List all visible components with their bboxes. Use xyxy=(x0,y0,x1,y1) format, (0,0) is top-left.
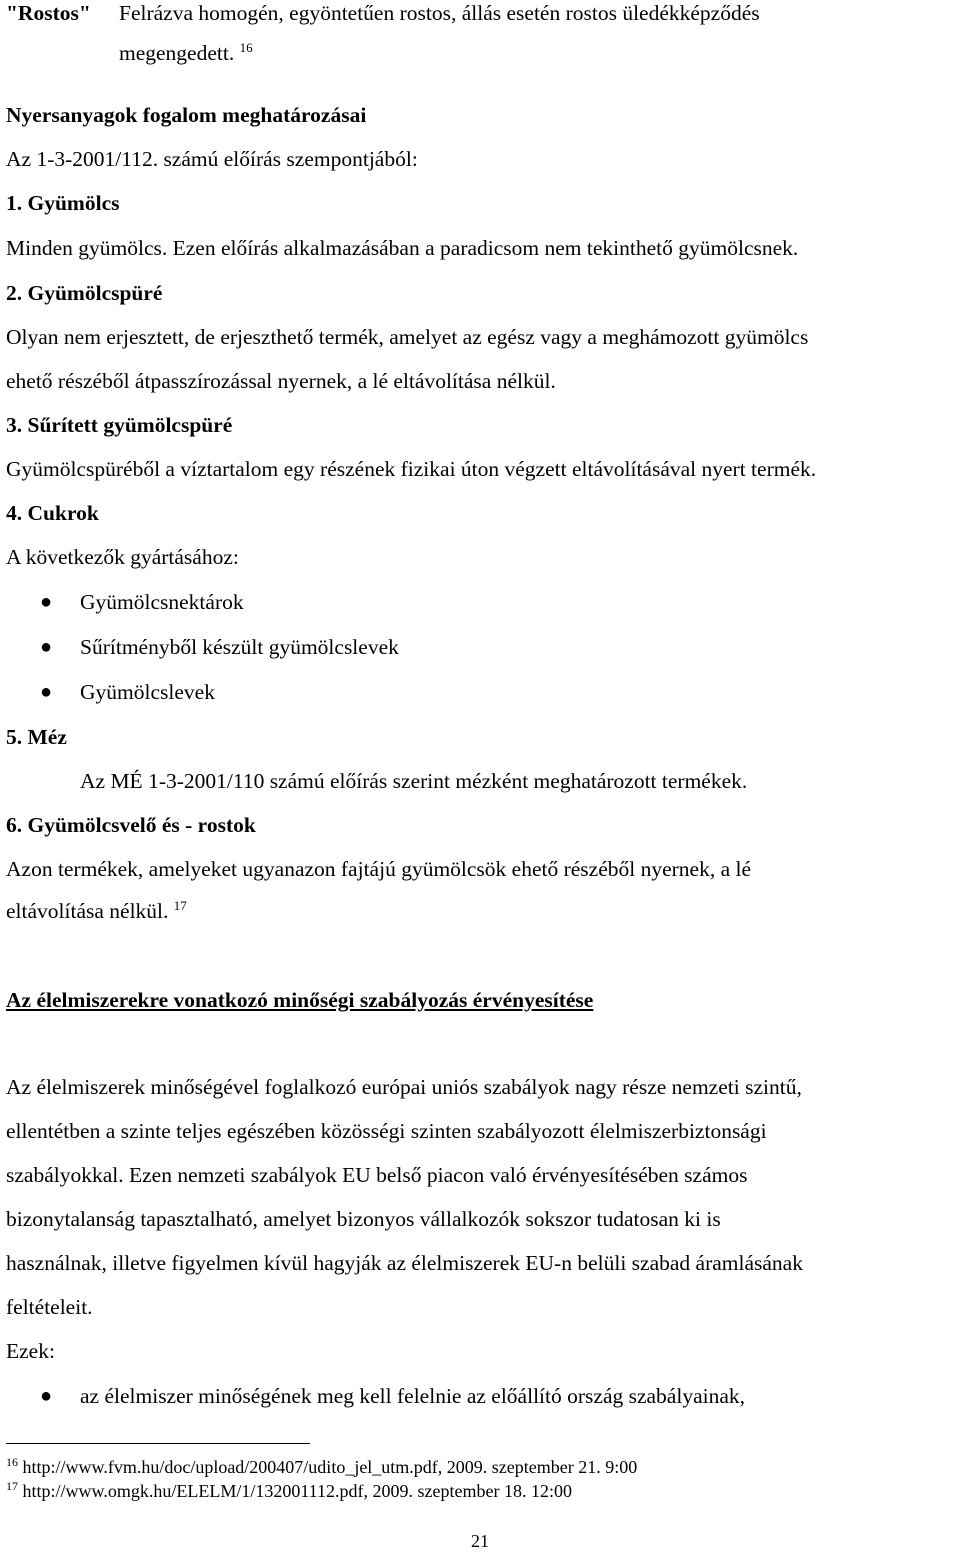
paragraph-line-1: Az élelmiszerek minőségével foglalkozó európai uniós szabályok nagy része nemzeti szintű, xyxy=(6,1075,802,1099)
item-5-heading: 5. Méz xyxy=(6,725,67,749)
paragraph-line-3: szabályokkal. Ezen nemzeti szabályok EU belső piacon való érvényesítésében számos xyxy=(6,1163,748,1187)
list-item: az élelmiszer minőségének meg kell felelnie az előállító ország szabályainak, xyxy=(80,1384,746,1408)
item-6-text-line-2 xyxy=(6,898,187,924)
definition-term: "Rostos" xyxy=(6,1,91,25)
bullet-icon: ● xyxy=(40,636,53,658)
item-5-text: Az MÉ 1-3-2001/110 számú előírás szerint mézként meghatározott termékek. xyxy=(80,769,748,793)
footnote-number: 16 xyxy=(6,1455,18,1469)
quality-heading: Az élelmiszerekre vonatkozó minőségi szabályozás érvényesítése xyxy=(6,988,594,1012)
bullet-icon: ● xyxy=(40,681,53,703)
footnote-17 xyxy=(6,1480,572,1502)
item-1-text: Minden gyümölcs. Ezen előírás alkalmazásában a paradicsom nem tekinthető gyümölcsnek. xyxy=(6,236,799,260)
definition-text: megengedett. xyxy=(119,41,235,65)
item-6-text: eltávolítása nélkül. xyxy=(6,899,169,923)
section-title: Nyersanyagok fogalom meghatározásai xyxy=(6,103,367,127)
item-4-heading: 4. Cukrok xyxy=(6,501,99,525)
item-1-heading: 1. Gyümölcs xyxy=(6,191,120,215)
paragraph-line-6: feltételeit. xyxy=(6,1295,93,1319)
item-2-text-line-1: Olyan nem erjesztett, de erjeszthető termék, amelyet az egész vagy a meghámozott gyümölcs xyxy=(6,325,809,349)
bullet-icon: ● xyxy=(40,1385,53,1407)
footnote-ref-17: 17 xyxy=(173,897,187,913)
item-2-heading: 2. Gyümölcspüré xyxy=(6,281,163,305)
definition-text-line-1: Felrázva homogén, egyöntetűen rostos, állás esetén rostos üledékképződés xyxy=(119,1,760,25)
item-3-heading: 3. Sűrített gyümölcspüré xyxy=(6,413,233,437)
bullet-icon: ● xyxy=(40,591,53,613)
list-item: Gyümölcsnektárok xyxy=(80,590,244,614)
section-intro: Az 1-3-2001/112. számú előírás szempontjából: xyxy=(6,147,418,171)
footnote-separator xyxy=(6,1443,310,1444)
paragraph-line-2: ellentétben a szinte teljes egészében közösségi szinten szabályozott élelmiszerbiztonsági xyxy=(6,1119,767,1143)
item-3-text: Gyümölcspüréből a víztartalom egy részének fizikai úton végzett eltávolításával nyert termék. xyxy=(6,457,817,481)
page-number: 21 xyxy=(471,1531,489,1551)
footnote-16 xyxy=(6,1456,637,1478)
list-item: Sűrítményből készült gyümölcslevek xyxy=(80,635,399,659)
item-6-heading: 6. Gyümölcsvelő és - rostok xyxy=(6,813,256,837)
list-item: Gyümölcslevek xyxy=(80,680,215,704)
item-2-text-line-2: ehető részéből átpasszírozással nyernek, a lé eltávolítása nélkül. xyxy=(6,369,556,393)
footnote-ref-16: 16 xyxy=(239,39,253,55)
footnote-link[interactable]: http://www.omgk.hu/ELELM/1/132001112.pdf, 2009. szeptember 18. 12:00 xyxy=(22,1481,572,1501)
item-6-text-line-1: Azon termékek, amelyeket ugyanazon fajtájú gyümölcsök ehető részéből nyernek, a lé xyxy=(6,857,752,881)
definition-text-line-2 xyxy=(119,40,253,66)
footnote-number: 17 xyxy=(6,1479,18,1493)
ezek-label: Ezek: xyxy=(6,1339,55,1363)
paragraph-line-5: használnak, illetve figyelmen kívül hagyják az élelmiszerek EU-n belüli szabad áramlásának xyxy=(6,1251,803,1275)
paragraph-line-4: bizonytalanság tapasztalható, amelyet bizonyos vállalkozók sokszor tudatosan ki is xyxy=(6,1207,721,1231)
item-4-text: A következők gyártásához: xyxy=(6,545,239,569)
footnote-link[interactable]: http://www.fvm.hu/doc/upload/200407/udito_jel_utm.pdf, 2009. szeptember 21. 9:00 xyxy=(22,1457,638,1477)
